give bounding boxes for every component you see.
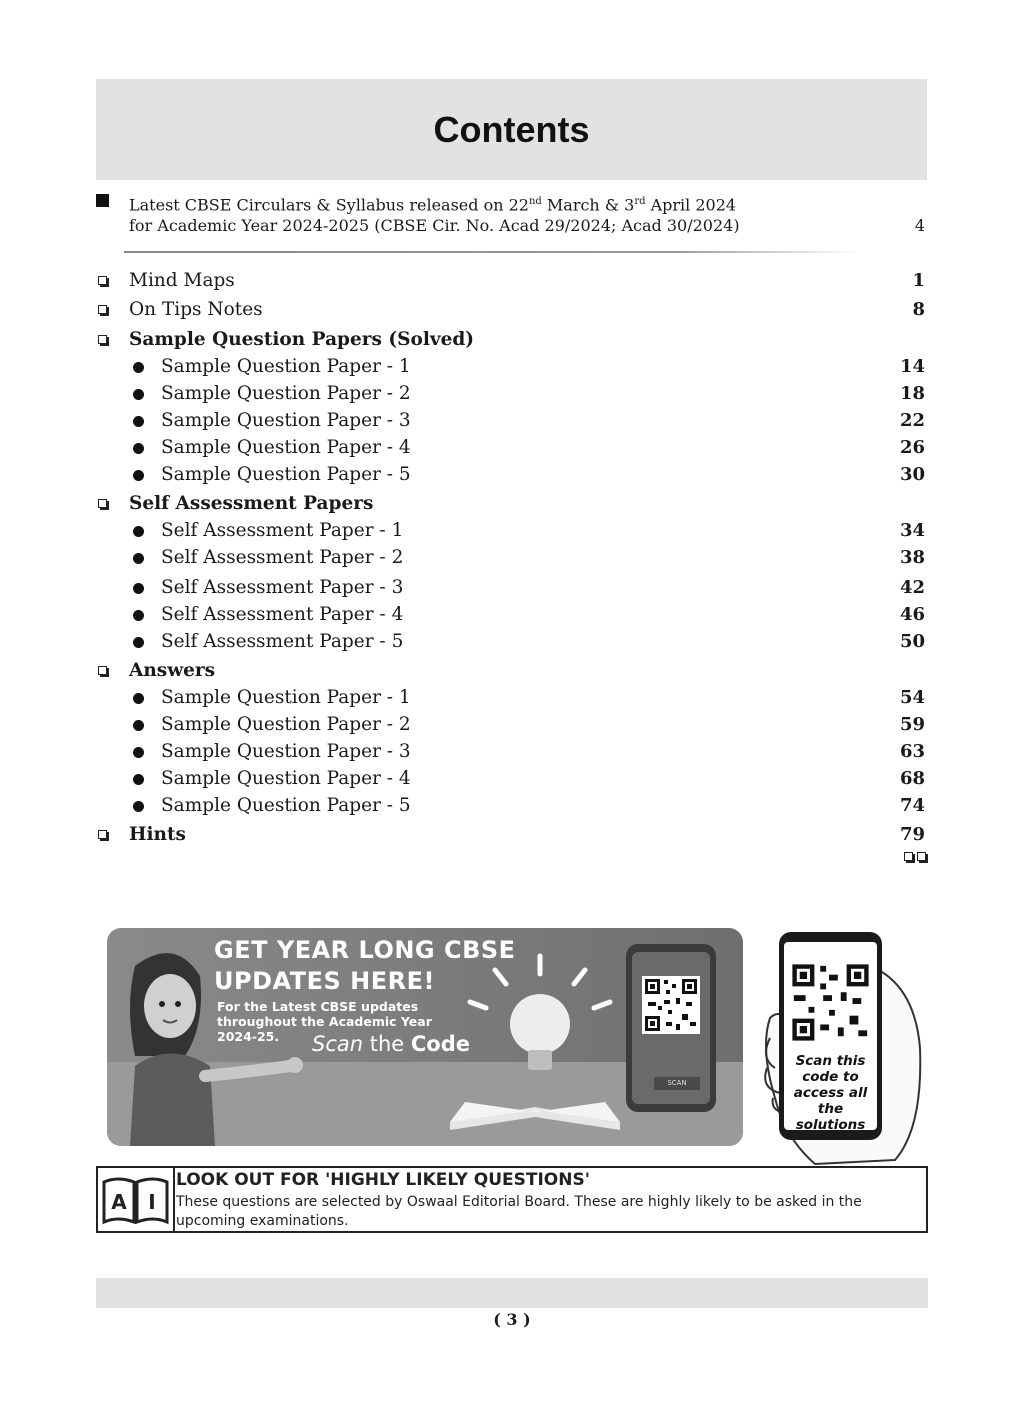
toc-item[interactable] (0, 383, 1024, 407)
toc-item[interactable] (0, 768, 1024, 792)
toc-page: 46 (899, 604, 925, 625)
banner-headline: GET YEAR LONG CBSE UPDATES HERE! (214, 936, 516, 995)
solutions-phone (755, 928, 925, 1168)
toc-page: 42 (899, 577, 925, 598)
bullet-icon (133, 747, 144, 758)
toc-item[interactable] (0, 547, 1024, 571)
toc-item[interactable] (0, 687, 1024, 711)
toc-page: 63 (899, 741, 925, 762)
toc-item[interactable] (0, 631, 1024, 655)
bullet-icon (133, 362, 144, 373)
bullet-icon (133, 553, 144, 564)
cbse-updates-banner[interactable] (107, 928, 743, 1146)
toc-label: Self Assessment Paper - 3 (161, 577, 404, 598)
bullet-icon (133, 637, 144, 648)
toc-item-hints[interactable] (0, 824, 1024, 848)
toc-page: 30 (899, 464, 925, 485)
toc-item[interactable] (0, 795, 1024, 819)
square-bullet-icon (96, 194, 109, 207)
toc-page: 79 (899, 824, 925, 845)
toc-label: Sample Question Paper - 4 (161, 768, 411, 789)
qr-code-icon[interactable] (642, 976, 700, 1034)
hl-text: These questions are selected by Oswaal Editorial Board. These are highly likely to be asked in the upcoming examinations. (176, 1194, 862, 1229)
toc-page: 8 (912, 299, 925, 320)
banner-phone (626, 944, 716, 1112)
bullet-icon (133, 470, 144, 481)
bullet-icon (133, 610, 144, 621)
qr-code-icon[interactable] (788, 960, 873, 1045)
toc-page: 59 (899, 714, 925, 735)
circulars-line-1: Latest CBSE Circulars & Syllabus released on 22nd March & 3rd April 2024 (129, 195, 737, 215)
toc-label: On Tips Notes (129, 299, 263, 320)
toc-page: 38 (899, 547, 925, 568)
phone-caption: Scan this code to access all the solutions (793, 1053, 868, 1133)
toc-item[interactable] (0, 714, 1024, 738)
toc-section-self-assessment (0, 493, 1024, 517)
toc-section-label: Sample Question Papers (Solved) (129, 329, 475, 350)
bullet-icon (133, 443, 144, 454)
toc-item[interactable] (0, 464, 1024, 488)
toc-page: 50 (899, 631, 925, 652)
scan-button[interactable]: SCAN (654, 1077, 700, 1090)
toc-item[interactable] (0, 741, 1024, 765)
checkbox-icon (98, 335, 107, 344)
hl-icon-cell (98, 1168, 175, 1231)
toc-label: Self Assessment Paper - 5 (161, 631, 404, 652)
bullet-icon (133, 801, 144, 812)
toc-label: Mind Maps (129, 270, 235, 291)
footer-band (96, 1278, 928, 1308)
toc-label: Sample Question Paper - 2 (161, 714, 411, 735)
toc-label: Hints (129, 824, 186, 845)
bullet-icon (133, 583, 144, 594)
bullet-icon (133, 693, 144, 704)
toc-page: 22 (899, 410, 925, 431)
checkbox-icon (98, 830, 107, 839)
circulars-page: 4 (914, 216, 925, 235)
toc-page: 18 (899, 383, 925, 404)
toc-page: 74 (899, 795, 925, 816)
toc-item[interactable] (0, 410, 1024, 434)
toc-label: Sample Question Paper - 2 (161, 383, 411, 404)
title-band (96, 79, 927, 180)
toc-section-label: Self Assessment Papers (129, 493, 374, 514)
toc-label: Self Assessment Paper - 2 (161, 547, 404, 568)
toc-item[interactable] (0, 520, 1024, 544)
phone-screen (784, 942, 877, 1133)
hl-title: LOOK OUT FOR 'HIGHLY LIKELY QUESTIONS' (176, 1170, 590, 1190)
toc-page: 26 (899, 437, 925, 458)
checkbox-icon (98, 499, 107, 508)
toc-item-tips-notes[interactable] (0, 299, 1024, 323)
page-title: Contents (433, 108, 590, 150)
toc-label: Sample Question Paper - 1 (161, 356, 411, 377)
phone-screen (632, 952, 710, 1104)
highly-likely-box (96, 1166, 928, 1233)
toc-page: 54 (899, 687, 925, 708)
bullet-icon (133, 720, 144, 731)
page-number: ( 3 ) (493, 1310, 531, 1329)
toc-label: Sample Question Paper - 3 (161, 741, 411, 762)
bullet-icon (133, 416, 144, 427)
toc-section-label: Answers (129, 660, 216, 681)
checkbox-icon (98, 666, 107, 675)
svg-text:A: A (111, 1190, 127, 1214)
bullet-icon (133, 774, 144, 785)
toc-label: Sample Question Paper - 3 (161, 410, 411, 431)
toc-page: 34 (899, 520, 925, 541)
checkbox-icon (98, 305, 107, 314)
svg-text:I: I (148, 1190, 156, 1214)
lightbulb-book-icon (440, 952, 630, 1132)
toc-label: Sample Question Paper - 5 (161, 795, 411, 816)
toc-page: 14 (899, 356, 925, 377)
toc-page: 68 (899, 768, 925, 789)
bullet-icon (133, 526, 144, 537)
divider (124, 251, 858, 253)
banner-scan-text: Scan the Code (312, 1032, 471, 1056)
toc-label: Self Assessment Paper - 1 (161, 520, 404, 541)
toc-page: 1 (912, 270, 925, 291)
banner-subtext: For the Latest CBSE updates throughout the Academic Year 2024-25. (217, 999, 432, 1044)
phone-body (779, 932, 882, 1140)
toc-section-answers (0, 660, 1024, 684)
checkbox-icon (98, 276, 107, 285)
toc-label: Sample Question Paper - 1 (161, 687, 411, 708)
toc-label: Self Assessment Paper - 4 (161, 604, 404, 625)
toc-item[interactable] (0, 604, 1024, 628)
toc-label: Sample Question Paper - 4 (161, 437, 411, 458)
circulars-line-2: for Academic Year 2024-2025 (CBSE Cir. No. Acad 29/2024; Acad 30/2024) (129, 216, 740, 235)
toc-item[interactable] (0, 356, 1024, 380)
ai-book-icon (98, 1168, 173, 1231)
toc-section-sample-papers (0, 329, 1024, 353)
toc-item[interactable] (0, 437, 1024, 461)
toc-label: Sample Question Paper - 5 (161, 464, 411, 485)
toc-item-mind-maps[interactable] (0, 270, 1024, 294)
toc-item[interactable] (0, 577, 1024, 601)
end-mark-icon (904, 852, 926, 861)
bullet-icon (133, 389, 144, 400)
